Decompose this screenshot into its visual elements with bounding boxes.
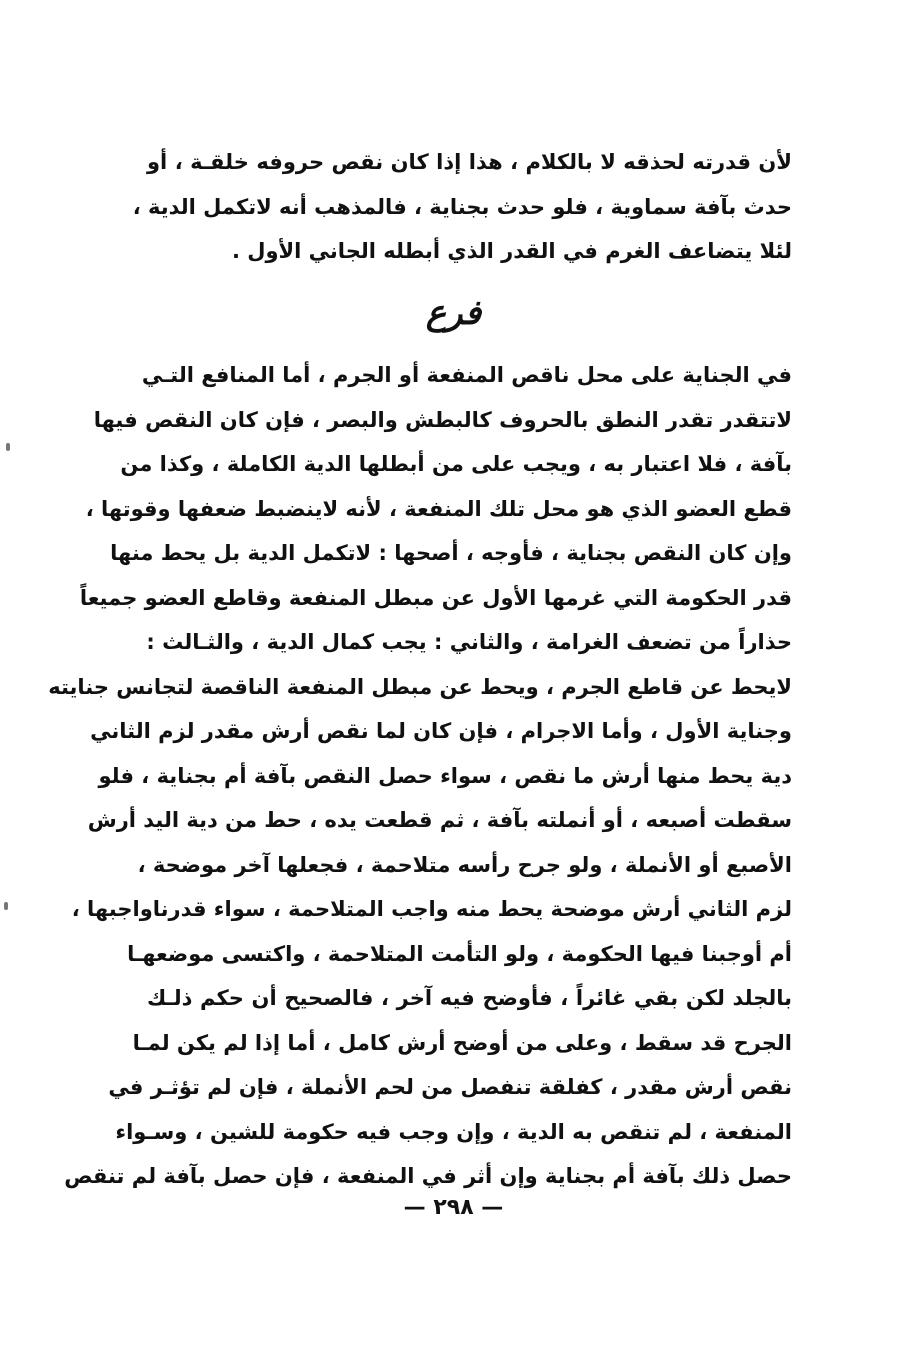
text-line: دية يحط منها أرش ما نقص ، سواء حصل النقص بآفة أم بجناية ، فلو bbox=[98, 763, 792, 788]
text-line: الأصبع أو الأنملة ، ولو جرح رأسه متلاحمة ، فجعلها آخر موضحة ، bbox=[137, 852, 792, 877]
text-line: بالجلد لكن بقي غائراً ، فأوضح فيه آخر ، فالصحيح أن حكم ذلـك bbox=[147, 986, 792, 1010]
text-line: نقص أرش مقدر ، كفلقة تنفصل من لحم الأنملة ، فإن لم تؤثـر في bbox=[108, 1075, 792, 1099]
main-paragraph bbox=[48, 353, 792, 1199]
text-line: في الجناية على محل ناقص المنفعة أو الجرم ، أما المنافع التـي bbox=[141, 363, 792, 387]
text-line: وإن كان النقص بجناية ، فأوجه ، أصحها : لاتكمل الدية بل يحط منها bbox=[110, 541, 792, 565]
text-line: الجرح قد سقط ، وعلى من أوضح أرش كامل ، أما إذا لم يكن لمـا bbox=[132, 1030, 792, 1055]
text-line: بآفة ، فلا اعتبار به ، ويجب على من أبطلها الدية الكاملة ، وكذا من bbox=[120, 452, 792, 476]
text-line: قطع العضو الذي هو محل تلك المنفعة ، لأنه لاينضبط ضعفها وقوتها ، bbox=[85, 496, 792, 521]
text-line: لزم الثاني أرش موضحة يحط منه واجب المتلاحمة ، سواء قدرناواجبها ، bbox=[71, 897, 792, 921]
text-line: سقطت أصبعه ، أو أنملته بآفة ، ثم قطعت يده ، حط من دية اليد أرش bbox=[87, 808, 792, 832]
margin-mark bbox=[6, 443, 10, 451]
margin-mark bbox=[4, 902, 8, 910]
text-line: أم أوجبنا فيها الحكومة ، ولو التأمت المتلاحمة ، واكتسى موضعهـا bbox=[127, 941, 792, 966]
text-line: المنفعة ، لم تنقص به الدية ، وإن وجب فيه حكومة للشين ، وسـواء bbox=[115, 1119, 792, 1144]
section-heading: فرع bbox=[425, 293, 482, 333]
top-paragraph bbox=[132, 140, 792, 274]
text-line: حدث بآفة سماوية ، فلو حدث بجناية ، فالمذهب أنه لاتكمل الدية ، bbox=[132, 194, 792, 219]
text-line: لأن قدرته لحذقه لا بالكلام ، هذا إذا كان نقص حروفه خلقـة ، أو bbox=[147, 150, 792, 174]
text-line: لئلا يتضاعف الغرم في القدر الذي أبطله الجاني الأول . bbox=[231, 239, 792, 263]
text-line: حذاراً من تضعف الغرامة ، والثاني : يجب كمال الدية ، والثـالث : bbox=[146, 630, 792, 654]
page-number: — ٢٩٨ — bbox=[403, 1195, 504, 1220]
text-line: حصل ذلك بآفة أم بجناية وإن أثر في المنفعة ، فإن حصل بآفة لم تنقص bbox=[64, 1164, 792, 1188]
text-line: وجناية الأول ، وأما الاجرام ، فإن كان لما نقص أرش مقدر لزم الثاني bbox=[90, 719, 792, 743]
text-line: لاتتقدر تقدر النطق بالحروف كالبطش والبصر ، فإن كان النقص فيها bbox=[93, 407, 792, 432]
text-line: لايحط عن قاطع الجرم ، ويحط عن مبطل المنفعة الناقصة لتجانس جنايته bbox=[48, 674, 792, 699]
text-line: قدر الحكومة التي غرمها الأول عن مبطل المنفعة وقاطع العضو جميعاً bbox=[79, 585, 792, 610]
